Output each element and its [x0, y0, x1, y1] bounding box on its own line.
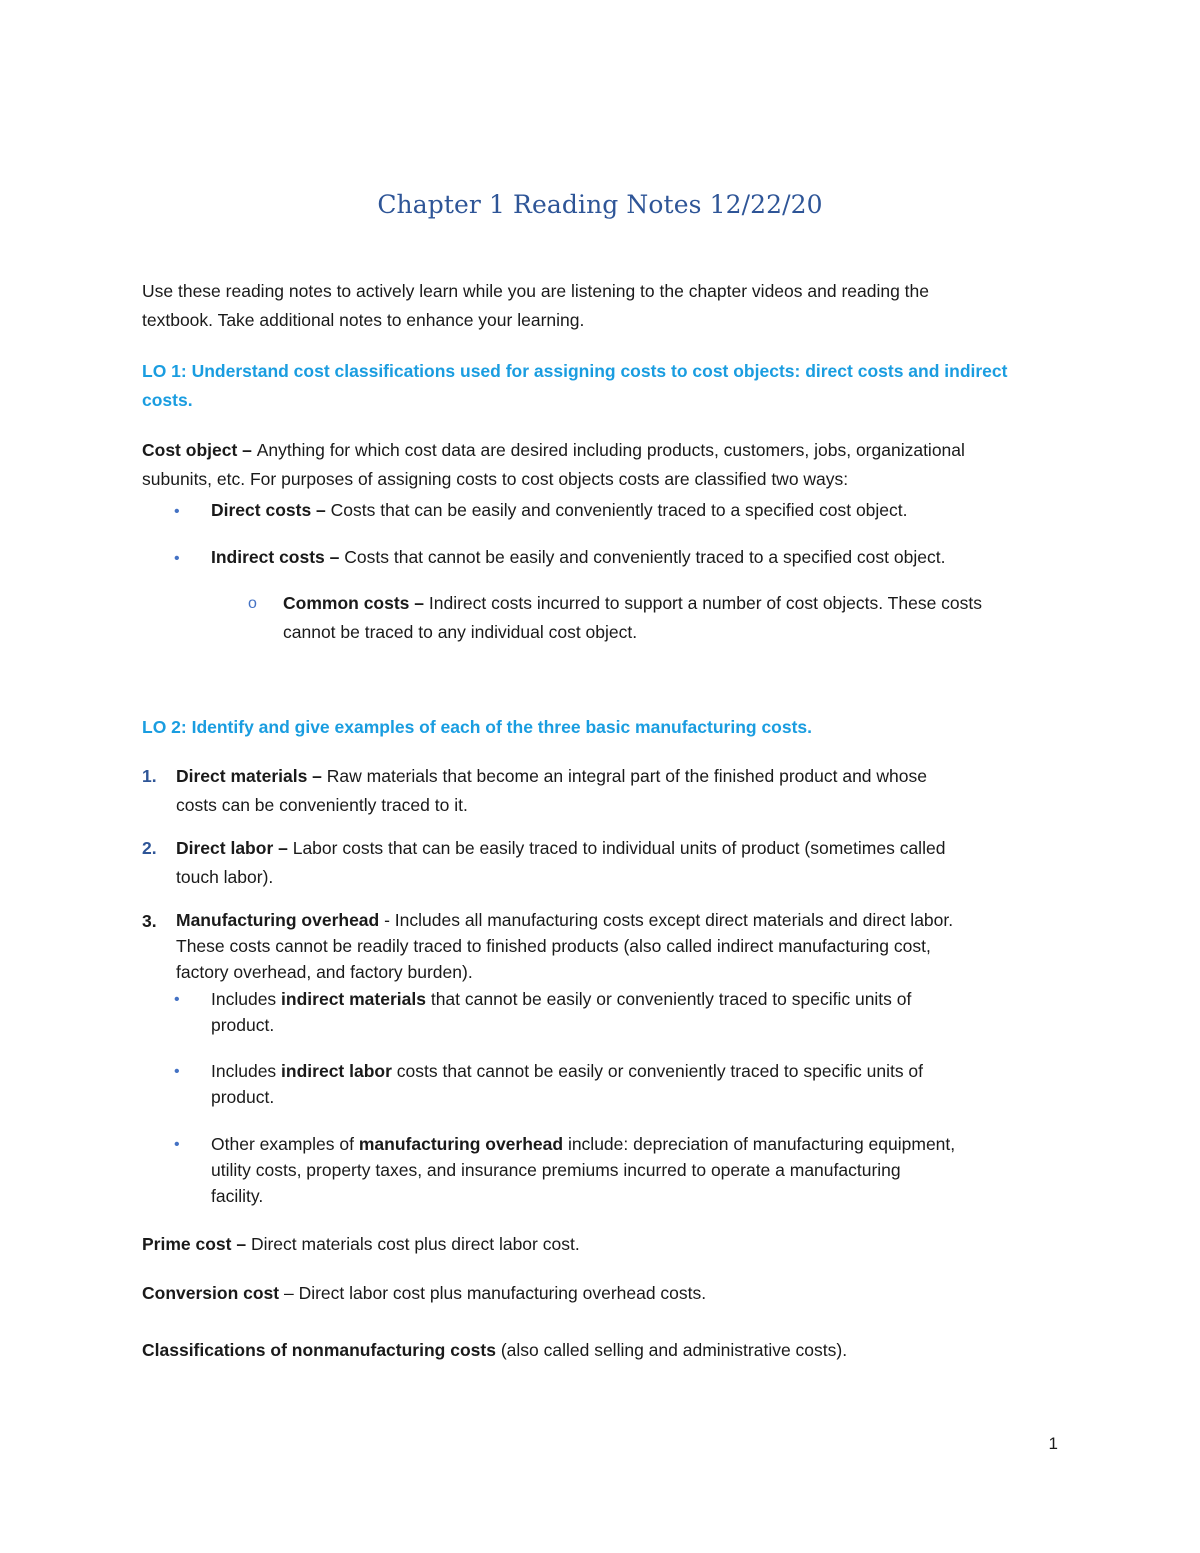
mo-text-1: - Includes all manufacturing costs except direct materials and direct labor. — [379, 910, 954, 930]
mo-b1-line-1 — [211, 986, 911, 1012]
direct-materials-text-1: Raw materials that become an integral part of the finished product and whose — [326, 766, 927, 786]
prime-cost-text: Direct materials cost plus direct labor cost. — [250, 1234, 580, 1254]
mo-b3-line-1 — [211, 1131, 955, 1157]
mo-b3-line-2: utility costs, property taxes, and insurance premiums incurred to operate a manufacturing — [211, 1160, 901, 1180]
indirect-costs-term: Indirect costs – — [211, 547, 345, 567]
direct-materials-line-2: costs can be conveniently traced to it. — [176, 795, 468, 815]
mo-line-1 — [176, 907, 953, 933]
cost-object-text-1: Anything for which cost data are desired including products, customers, jobs, organizational — [256, 440, 965, 460]
lo1-line-2: costs. — [142, 390, 193, 410]
cost-object-term: Cost object – — [142, 440, 257, 460]
intro-paragraph — [142, 277, 929, 335]
bullet-circle-icon: o — [248, 595, 257, 612]
prime-cost-term: Prime cost – — [142, 1234, 251, 1254]
lo2-line-1: LO 2: Identify and give examples of each of the three basic manufacturing costs. — [142, 717, 813, 737]
common-costs-item — [283, 589, 982, 647]
direct-labor-term: Direct labor – — [176, 838, 293, 858]
direct-materials-item — [176, 762, 927, 820]
cost-object-line-1 — [142, 436, 965, 465]
common-costs-line-2: cannot be traced to any individual cost object. — [283, 622, 638, 642]
direct-costs-item — [211, 496, 908, 525]
direct-costs-text: Costs that can be easily and conveniently traced to a specified cost object. — [330, 500, 908, 520]
list-number: 2. — [142, 838, 157, 858]
direct-materials-term: Direct materials – — [176, 766, 327, 786]
mo-b1-pre: Includes — [211, 989, 282, 1009]
mo-bullet-indirect-labor — [211, 1058, 923, 1110]
list-number: 3. — [142, 911, 157, 931]
bullet-dot-icon: • — [174, 550, 180, 567]
mo-b2-pre: Includes — [211, 1061, 282, 1081]
mo-b3-term: manufacturing overhead — [358, 1134, 564, 1154]
direct-costs-term: Direct costs – — [211, 500, 331, 520]
page-title: Chapter 1 Reading Notes 12/22/20 — [377, 190, 823, 219]
indirect-costs-text: Costs that cannot be easily and conveniently traced to a specified cost object. — [344, 547, 946, 567]
prime-cost-paragraph — [142, 1230, 580, 1259]
intro-line-2: textbook. Take additional notes to enhance your learning. — [142, 310, 585, 330]
common-costs-text-1: Indirect costs incurred to support a number of cost objects. These costs — [428, 593, 983, 613]
lo1-line-1: LO 1: Understand cost classifications used for assigning costs to cost objects: direct costs and indirect — [142, 361, 1008, 381]
mo-bullet-other-examples — [211, 1131, 955, 1209]
conversion-cost-paragraph — [142, 1279, 706, 1308]
nonmanufacturing-paragraph — [142, 1336, 847, 1365]
common-costs-line-1 — [283, 589, 982, 618]
mo-b2-line-1 — [211, 1058, 923, 1084]
mo-b3-line-3: facility. — [211, 1186, 264, 1206]
page-number: 1 — [1048, 1434, 1058, 1453]
mo-bullet-indirect-materials — [211, 986, 911, 1038]
mo-b3-post: include: depreciation of manufacturing equipment, — [563, 1134, 956, 1154]
manufacturing-overhead-item — [176, 907, 953, 985]
bullet-dot-icon: • — [174, 991, 180, 1008]
intro-line-1: Use these reading notes to actively learn while you are listening to the chapter videos and reading the — [142, 281, 930, 301]
lo2-heading — [142, 713, 812, 742]
lo1-heading — [142, 357, 1007, 415]
bullet-dot-icon: • — [174, 1063, 180, 1080]
mo-b1-term: indirect materials — [281, 989, 426, 1009]
mo-b2-line-2: product. — [211, 1087, 275, 1107]
mo-b1-line-2: product. — [211, 1015, 275, 1035]
mo-b2-term: indirect labor — [281, 1061, 392, 1081]
list-number: 1. — [142, 766, 157, 786]
mo-b1-post: that cannot be easily or conveniently traced to specific units of — [425, 989, 912, 1009]
mo-line-2: These costs cannot be readily traced to finished products (also called indirect manufacturing cost, — [176, 936, 931, 956]
conversion-cost-text: – Direct labor cost plus manufacturing overhead costs. — [279, 1283, 707, 1303]
direct-labor-line-1 — [176, 834, 945, 863]
direct-labor-item — [176, 834, 945, 892]
mo-term: Manufacturing overhead — [176, 910, 380, 930]
nonmanufacturing-text: (also called selling and administrative costs). — [495, 1340, 848, 1360]
direct-labor-line-2: touch labor). — [176, 867, 274, 887]
bullet-dot-icon: • — [174, 503, 180, 520]
cost-object-line-2: subunits, etc. For purposes of assigning costs to cost objects costs are classified two ways: — [142, 469, 849, 489]
cost-object-paragraph — [142, 436, 965, 494]
nonmanufacturing-term: Classifications of nonmanufacturing costs — [142, 1340, 496, 1360]
indirect-costs-item — [211, 543, 945, 572]
direct-materials-line-1 — [176, 762, 927, 791]
mo-b2-post: costs that cannot be easily or conveniently traced to specific units of — [391, 1061, 924, 1081]
bullet-dot-icon: • — [174, 1136, 180, 1153]
direct-labor-text-1: Labor costs that can be easily traced to individual units of product (sometimes called — [292, 838, 946, 858]
common-costs-term: Common costs – — [283, 593, 429, 613]
mo-b3-pre: Other examples of — [211, 1134, 359, 1154]
conversion-cost-term: Conversion cost — [142, 1283, 280, 1303]
mo-line-3: factory overhead, and factory burden). — [176, 962, 473, 982]
